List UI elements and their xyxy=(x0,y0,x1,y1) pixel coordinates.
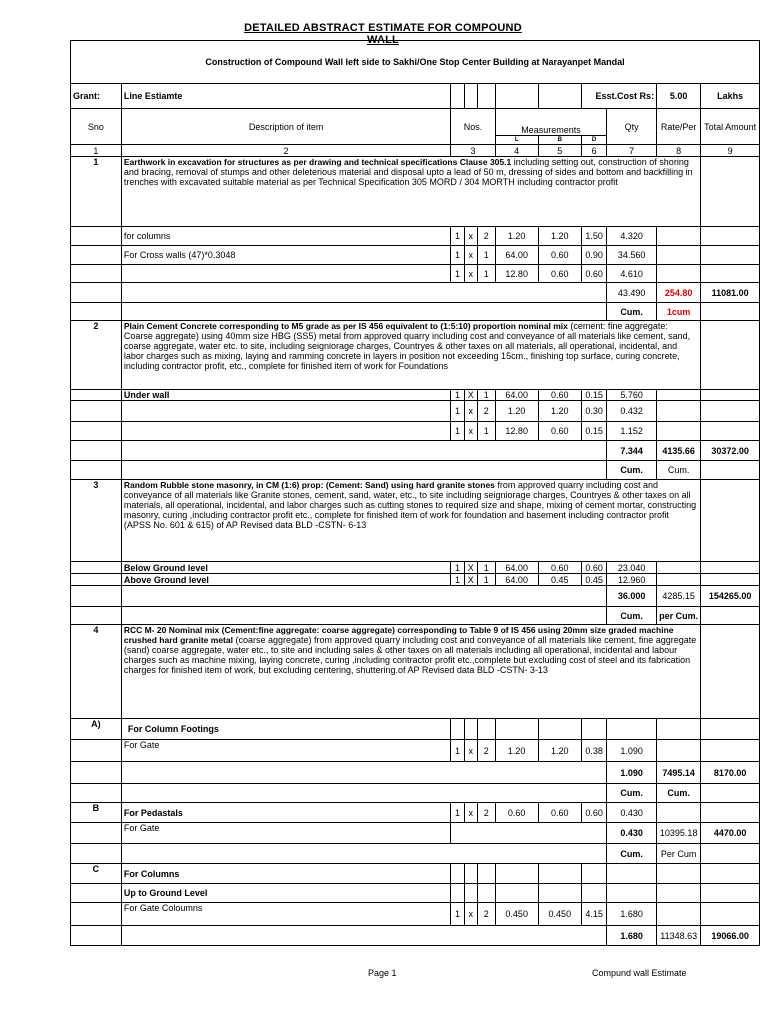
header-description: Description of item xyxy=(121,109,451,145)
item-rate: 10395.18 xyxy=(657,823,701,844)
item-sno: 4 xyxy=(71,625,122,719)
item-amount: 4470.00 xyxy=(701,823,760,844)
colnum: 3 xyxy=(451,145,495,157)
row-qty: 4.320 xyxy=(607,227,657,246)
row-depth: 0.15 xyxy=(581,390,606,401)
est-cost-label: Esst.Cost Rs: xyxy=(581,84,656,109)
row-nos2: 1 xyxy=(477,562,495,574)
item-unit: Cum. xyxy=(607,303,657,321)
row-nos1: 1 xyxy=(451,422,464,441)
colnum: 1 xyxy=(71,145,122,157)
row-x: x xyxy=(464,803,477,823)
item-rate: 254.80 xyxy=(657,283,701,303)
grant-label: Grant: xyxy=(71,84,122,109)
row-length: 64.00 xyxy=(495,562,538,574)
item-per: per Cum. xyxy=(657,607,701,625)
row-nos1: 1 xyxy=(451,562,464,574)
item-total-qty: 0.430 xyxy=(607,823,657,844)
row-breadth: 0.60 xyxy=(538,390,581,401)
colnum: 7 xyxy=(607,145,657,157)
row-length: 64.00 xyxy=(495,246,538,265)
item-sno: 2 xyxy=(71,321,122,390)
header-qty: Qty xyxy=(607,109,657,145)
row-x: x xyxy=(464,246,477,265)
item-amount: 11081.00 xyxy=(701,283,760,303)
item-total-qty: 1.680 xyxy=(607,926,657,946)
row-nos1: 1 xyxy=(451,740,464,762)
row-nos1: 1 xyxy=(451,246,464,265)
row-breadth: 0.60 xyxy=(538,422,581,441)
row-depth: 0.30 xyxy=(581,401,606,422)
item-description xyxy=(121,625,700,719)
row-nos1: 1 xyxy=(451,227,464,246)
row-label: Under wall xyxy=(121,390,451,401)
row-breadth: 0.60 xyxy=(538,803,581,823)
header-l: L xyxy=(495,136,538,145)
colnum: 5 xyxy=(538,145,581,157)
estimate-table xyxy=(70,40,760,946)
row-x: x xyxy=(464,265,477,283)
row-nos2: 1 xyxy=(477,574,495,586)
row-nos1: 1 xyxy=(451,265,464,283)
row-qty: 34.560 xyxy=(607,246,657,265)
row-nos2: 1 xyxy=(477,246,495,265)
item-rate: 11348.63 xyxy=(657,926,701,946)
row-qty: 12.960 xyxy=(607,574,657,586)
row-length: 0.450 xyxy=(495,903,538,926)
row-breadth: 0.60 xyxy=(538,265,581,283)
item-sno: C xyxy=(71,864,122,884)
item-per: Cum. xyxy=(657,461,701,480)
row-x: x xyxy=(464,401,477,422)
item-total-qty: 7.344 xyxy=(607,441,657,461)
row-nos2: 2 xyxy=(477,227,495,246)
row-label: For Gate Coloumns xyxy=(121,903,451,926)
header-rate: Rate/Per xyxy=(657,109,701,145)
row-depth: 0.15 xyxy=(581,422,606,441)
row-x: X xyxy=(464,562,477,574)
item-description xyxy=(121,321,700,390)
item-description xyxy=(121,157,700,227)
item-rate: 7495.14 xyxy=(657,762,701,784)
colnum: 6 xyxy=(581,145,606,157)
row-breadth: 0.45 xyxy=(538,574,581,586)
header-total: Total Amount xyxy=(701,109,760,145)
header-d: D xyxy=(581,136,606,145)
row-depth: 0.60 xyxy=(581,562,606,574)
row-nos2: 1 xyxy=(477,422,495,441)
item-total-qty: 43.490 xyxy=(607,283,657,303)
item-unit: Cum. xyxy=(607,844,657,864)
row-x: x xyxy=(464,903,477,926)
row-qty: 0.430 xyxy=(607,803,657,823)
sub-heading: For Columns xyxy=(121,864,451,884)
item-description-bold: RCC M- 20 Nominal mix (Cement:fine aggregate: coarse aggregate) corresponding to Table 9 of IS 456 using 20mm size graded machine crushed hard granite metal xyxy=(123,625,674,645)
row-qty: 0.432 xyxy=(607,401,657,422)
header-sno: Sno xyxy=(71,109,122,145)
row-length: 1.20 xyxy=(495,227,538,246)
colnum: 4 xyxy=(495,145,538,157)
row-breadth: 0.450 xyxy=(538,903,581,926)
item-description-bold: Random Rubble stone masonry, in CM (1:6) prop: (Cement: Sand) using hard granite stones xyxy=(123,480,495,490)
document-title: DETAILED ABSTRACT ESTIMATE FOR COMPOUND WALL xyxy=(244,22,522,46)
row-x: x xyxy=(464,740,477,762)
row-length: 12.80 xyxy=(495,265,538,283)
row-length: 1.20 xyxy=(495,401,538,422)
row-x: X xyxy=(464,390,477,401)
item-description-text: including setting out, construction of shoring and bracing, removal of stumps and other deleterious material and disposal upto a lead of 50 m, dressing of sides and bottom and backfilling in trenches with excavated suitable material as per Technical Specification 305 MORD / 304 MORTH including contractor profit xyxy=(123,157,693,187)
row-nos2: 1 xyxy=(477,390,495,401)
item-unit: Cum. xyxy=(607,784,657,803)
item-amount: 19066.00 xyxy=(701,926,760,946)
row-nos2: 2 xyxy=(477,401,495,422)
sub-heading: For Column Footings xyxy=(121,719,451,740)
item-rate: 4285.15 xyxy=(657,586,701,607)
item-unit: Cum. xyxy=(607,461,657,480)
grant-value: Line Estiamte xyxy=(121,84,451,109)
item-per: Cum. xyxy=(657,784,701,803)
row-nos2: 2 xyxy=(477,903,495,926)
item-amount: 154265.00 xyxy=(701,586,760,607)
row-qty: 5.760 xyxy=(607,390,657,401)
row-breadth: 1.20 xyxy=(538,227,581,246)
row-depth: 1.50 xyxy=(581,227,606,246)
item-amount: 30372.00 xyxy=(701,441,760,461)
row-breadth: 0.60 xyxy=(538,562,581,574)
header-b: B xyxy=(538,136,581,145)
item-amount: 8170.00 xyxy=(701,762,760,784)
row-label: Below Ground level xyxy=(121,562,451,574)
colnum: 2 xyxy=(121,145,451,157)
item-total-qty: 36.000 xyxy=(607,586,657,607)
row-x: x xyxy=(464,422,477,441)
footer-name: Compund wall Estimate xyxy=(592,968,687,978)
colnum: 9 xyxy=(701,145,760,157)
row-depth: 4.15 xyxy=(581,903,606,926)
row-label: Above Ground level xyxy=(121,574,451,586)
row-length: 64.00 xyxy=(495,390,538,401)
row-length: 1.20 xyxy=(495,740,538,762)
row-depth: 0.38 xyxy=(581,740,606,762)
row-label xyxy=(121,401,451,422)
row-depth: 0.45 xyxy=(581,574,606,586)
row-label: For Gate xyxy=(121,740,451,762)
item-sno: 3 xyxy=(71,480,122,562)
row-nos1: 1 xyxy=(451,803,464,823)
est-cost-value: 5.00 xyxy=(657,84,701,109)
item-description-text: (cement: fine aggregate: Coarse aggregate) using 40mm size HBG (SS5) metal from approved quarry including cost and conveyance of all materials like cement, sand, coarse aggregate, water etc. to site, including seigniorage charges, Countryes & other taxes on all materials, all operational, incidental, and labor charges such as mixing, laying and ramming concrete in layers in position not exceeding 15cm., finishing top surface, curing concrete, including contractor profit, etc., complete for finished item of work for Foundations xyxy=(123,321,691,371)
row-breadth: 0.60 xyxy=(538,246,581,265)
item-description xyxy=(121,480,700,562)
item-per: Per Cum xyxy=(657,844,701,864)
header-measurements: Measurements xyxy=(495,109,607,136)
row-breadth: 1.20 xyxy=(538,401,581,422)
row-nos1: 1 xyxy=(451,401,464,422)
row-length: 0.60 xyxy=(495,803,538,823)
row-nos1: 1 xyxy=(451,903,464,926)
item-total-qty: 1.090 xyxy=(607,762,657,784)
item-per: 1cum xyxy=(657,303,701,321)
item-unit: Cum. xyxy=(607,607,657,625)
row-x: X xyxy=(464,574,477,586)
sub-heading-2: Up to Ground Level xyxy=(121,884,451,903)
footer-page: Page 1 xyxy=(368,968,397,978)
row-nos1: 1 xyxy=(451,390,464,401)
row-nos1: 1 xyxy=(451,574,464,586)
item-description-bold: Plain Cement Concrete corresponding to M5 grade as per IS 456 equivalent to (1:5:10) proportion nominal mix xyxy=(123,321,568,331)
item-description-bold: Earthwork in excavation for structures as per drawing and technical specifications Clause 305.1 xyxy=(123,157,512,167)
project-title: Construction of Compound Wall left side to Sakhi/One Stop Center Building at Narayanpet Mandal xyxy=(71,41,760,84)
item-sno: B xyxy=(71,803,122,823)
row-nos2: 1 xyxy=(477,265,495,283)
row-nos2: 2 xyxy=(477,740,495,762)
row-x: x xyxy=(464,227,477,246)
item-sno: A) xyxy=(71,719,122,740)
row-qty: 4.610 xyxy=(607,265,657,283)
item-sno: 1 xyxy=(71,157,122,227)
row-qty: 23.040 xyxy=(607,562,657,574)
header-nos: Nos. xyxy=(451,109,495,145)
row-label xyxy=(121,265,451,283)
row-breadth: 1.20 xyxy=(538,740,581,762)
row-length: 64.00 xyxy=(495,574,538,586)
row-depth: 0.60 xyxy=(581,803,606,823)
row-depth: 0.60 xyxy=(581,265,606,283)
est-cost-unit: Lakhs xyxy=(701,84,760,109)
row-qty: 1.680 xyxy=(607,903,657,926)
item-rate: 4135.66 xyxy=(657,441,701,461)
row-label: For Gate xyxy=(121,823,451,844)
row-length: 12.80 xyxy=(495,422,538,441)
row-qty: 1.090 xyxy=(607,740,657,762)
colnum: 8 xyxy=(657,145,701,157)
row-depth: 0.90 xyxy=(581,246,606,265)
row-qty: 1.152 xyxy=(607,422,657,441)
row-label xyxy=(121,422,451,441)
row-nos2: 2 xyxy=(477,803,495,823)
item-description-text: (coarse aggregate) from approved quarry including cost and conveyance of all materials like cement, fine aggregate (sand) coarse aggregate, water etc., to site and including sales & other taxes on all materials including all operational, incidental and labour charges such as machine mixing, laying concrete, curing ,including contractor profit etc.,complete but excluding cost of steel and its fabrication charges for finished item of work, but excluding centering, shuttering.of AP Revised data BLD -CSTN- 3-13 xyxy=(123,635,697,675)
row-label: For Cross walls (47)*0.3048 xyxy=(121,246,451,265)
row-label: for columns xyxy=(121,227,451,246)
item-description-text: from approved quarry including cost and conveyance of all materials like Granite stones, cement, sand, water, etc., to site including seigniorage charges, Countryes & other taxes on all materials, all operational, incidental, and labor charges such as cutting stones to required size and shape, mixing of cement mortar, constructing masonry, curing ,including contractor profit etc., complete for finished item of work for foundation and basement including contractor profit (APSS No. 601 & 615) of AP Revised data BLD -CSTN- 6-13 xyxy=(123,480,697,530)
sub-heading: For Pedastals xyxy=(121,803,451,823)
